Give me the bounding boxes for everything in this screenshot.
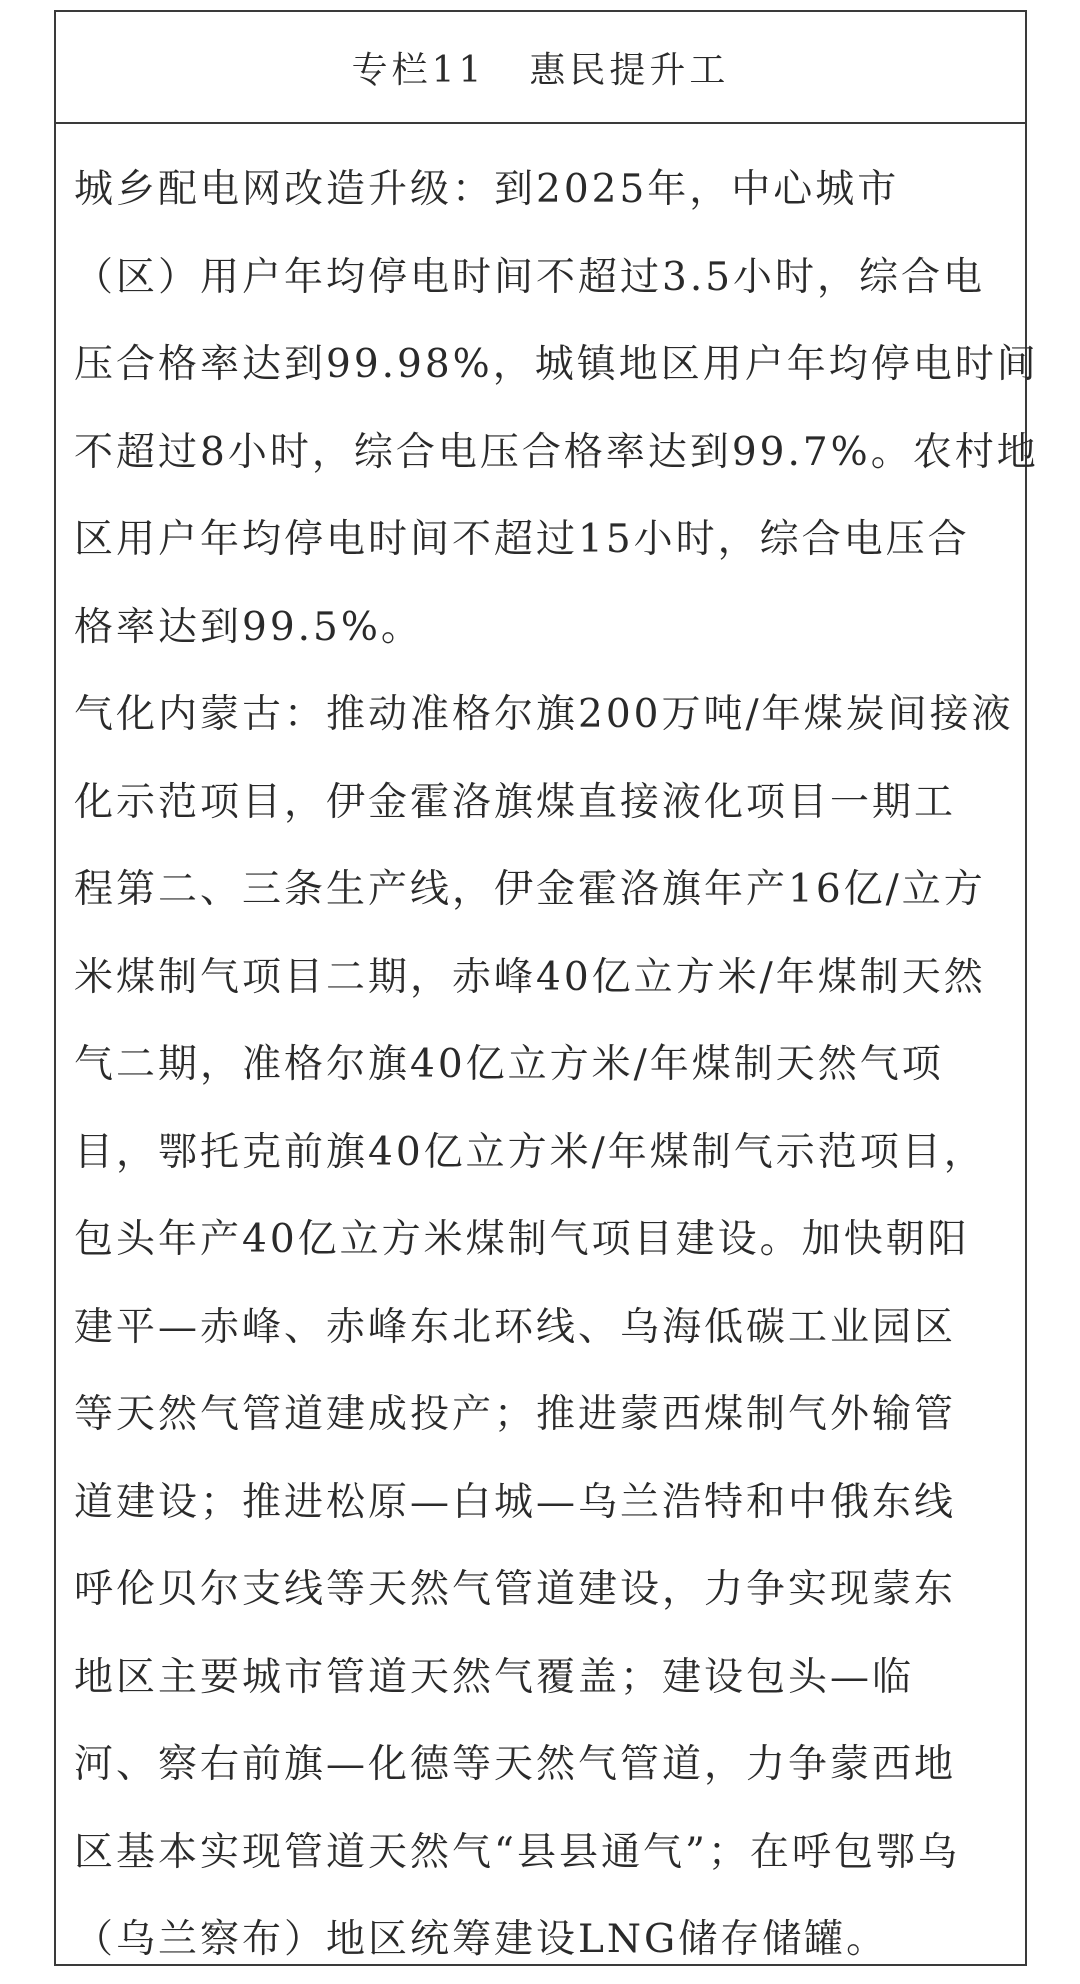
paragraph-gasification <box>74 671 1014 1984</box>
text-line: （乌兰察布）地区统筹建设LNG储存储罐。 <box>74 1917 889 1962</box>
column-title: 惠民提升工 <box>529 49 730 91</box>
text-line: 目，鄂托克前旗40亿立方米/年煤制气示范项目， <box>74 1129 986 1175</box>
text-line: 气二期，准格尔旗40亿立方米/年煤制天然气项 <box>74 1042 944 1087</box>
text-line: 格率达到99.5%。 <box>74 604 423 650</box>
text-line: 化示范项目，伊金霍洛旗煤直接液化项目一期工 <box>74 779 957 825</box>
text-line: 不超过8小时，综合电压合格率达到99.7%。农村地 <box>74 429 1039 475</box>
text-line: 程第二、三条生产线，伊金霍洛旗年产16亿/立方 <box>74 867 986 912</box>
text-line: 道建设；推进松原—白城—乌兰浩特和中俄东线 <box>74 1479 957 1525</box>
text-line: 包头年产40亿立方米煤制气项目建设。加快朝阳 <box>74 1217 970 1262</box>
text-line: （区）用户年均停电时间不超过3.5小时，综合电 <box>74 254 986 300</box>
text-line: 气化内蒙古：推动准格尔旗200万吨/年煤炭间接液 <box>74 692 1014 737</box>
column-label: 专栏11 <box>351 49 486 91</box>
text-line: 河、察右前旗—化德等天然气管道，力争蒙西地 <box>74 1742 957 1787</box>
text-line: 建平—赤峰、赤峰东北环线、乌海低碳工业园区 <box>74 1304 957 1350</box>
column-header <box>56 12 1025 124</box>
column-body <box>56 124 1039 1984</box>
text-line: 压合格率达到99.98%，城镇地区用户年均停电时间 <box>74 342 1039 387</box>
text-line: 区用户年均停电时间不超过15小时，综合电压合 <box>74 517 970 562</box>
text-line: 城乡配电网改造升级：到2025年，中心城市 <box>74 167 900 212</box>
text-line: 米煤制气项目二期，赤峰40亿立方米/年煤制天然 <box>74 954 986 1000</box>
text-line: 区基本实现管道天然气“县县通气”；在呼包鄂乌 <box>74 1829 960 1875</box>
column-box <box>54 10 1039 1966</box>
text-line: 地区主要城市管道天然气覆盖；建设包头—临 <box>74 1654 915 1700</box>
paragraph-power-grid <box>74 146 1039 671</box>
text-line: 呼伦贝尔支线等天然气管道建设，力争实现蒙东 <box>74 1567 957 1612</box>
text-line: 等天然气管道建成投产；推进蒙西煤制气外输管 <box>74 1392 957 1437</box>
